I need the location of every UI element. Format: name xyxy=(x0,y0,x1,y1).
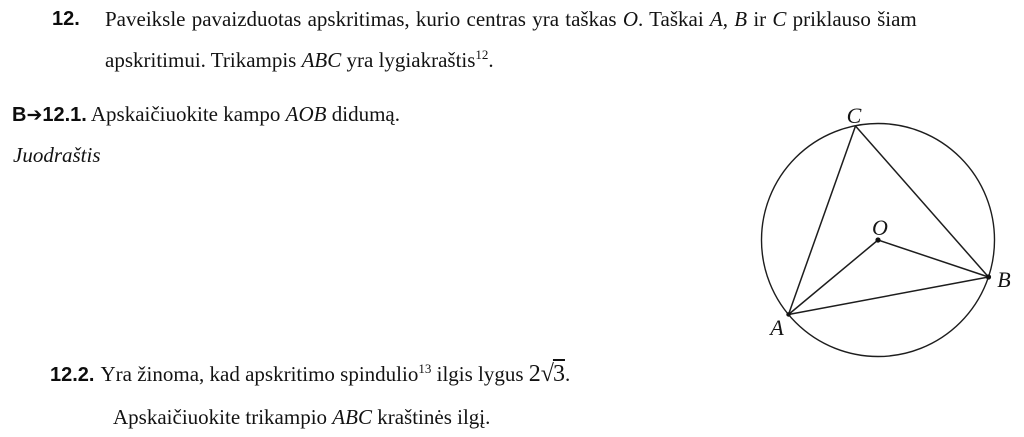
text-segment: kraštinės ilgį. xyxy=(371,405,491,429)
text-segment: didumą. xyxy=(326,102,400,126)
problem-12-2-number: 12.2. xyxy=(50,364,95,386)
problem-12-statement-line2 xyxy=(105,47,494,76)
point-o-ref: O xyxy=(622,7,639,31)
text-segment: priklauso šiam xyxy=(786,7,917,31)
point-a-ref: A xyxy=(709,7,723,31)
point-c-ref: C xyxy=(772,7,787,31)
point-b-dot xyxy=(986,274,991,279)
text-segment: ir xyxy=(747,7,773,31)
footnote-ref-12: 12 xyxy=(475,47,489,62)
text-segment: . xyxy=(488,48,494,72)
triangle-abc-ref: ABC xyxy=(332,405,372,429)
triangle-abc-ref: ABC xyxy=(301,48,342,72)
label-o: O xyxy=(872,215,888,240)
circle-diagram xyxy=(737,108,1024,364)
footnote-ref-13: 13 xyxy=(418,361,432,376)
point-b-ref: B xyxy=(734,7,748,31)
text-segment: Paveiksle pavaizduotas apskritimas, kurio centras yra taškas xyxy=(105,7,623,31)
problem-12-2-line2 xyxy=(113,404,490,430)
label-b: B xyxy=(997,267,1011,292)
label-c: C xyxy=(846,108,862,128)
problem-12-2-line1 xyxy=(50,361,570,390)
text-segment: Apskaičiuokite kampo xyxy=(90,102,286,126)
text-segment: . xyxy=(564,362,571,386)
label-a: A xyxy=(770,315,784,340)
text-segment: yra lygiakraštis xyxy=(341,48,476,72)
problem-12-statement-line1 xyxy=(105,6,917,32)
text-segment: . Taškai xyxy=(638,7,710,31)
problem-12-1-row xyxy=(12,101,400,128)
part-b-marker: B xyxy=(12,104,27,126)
draft-label: Juodraštis xyxy=(13,143,101,167)
radicand: 3 xyxy=(552,361,565,387)
text-segment: Apskaičiuokite trikampio xyxy=(113,405,333,429)
angle-aob-ref: AOB xyxy=(285,102,327,126)
text-segment: Yra žinoma, kad apskritimo spindulio xyxy=(100,362,419,386)
point-a-dot xyxy=(786,312,790,316)
right-arrow-icon: ➔ xyxy=(26,104,43,126)
radical-sign: √ xyxy=(540,361,554,387)
text-segment: , xyxy=(722,7,735,31)
chord-ab xyxy=(789,277,989,315)
text-segment: apskritimui. Trikampis xyxy=(105,48,302,72)
problem-12-number: 12. xyxy=(52,8,80,30)
coefficient: 2 xyxy=(528,361,541,387)
radius-value-expression xyxy=(529,361,565,387)
text-segment: ilgis lygus xyxy=(431,362,529,386)
problem-12-1-number: 12.1. xyxy=(42,104,87,126)
